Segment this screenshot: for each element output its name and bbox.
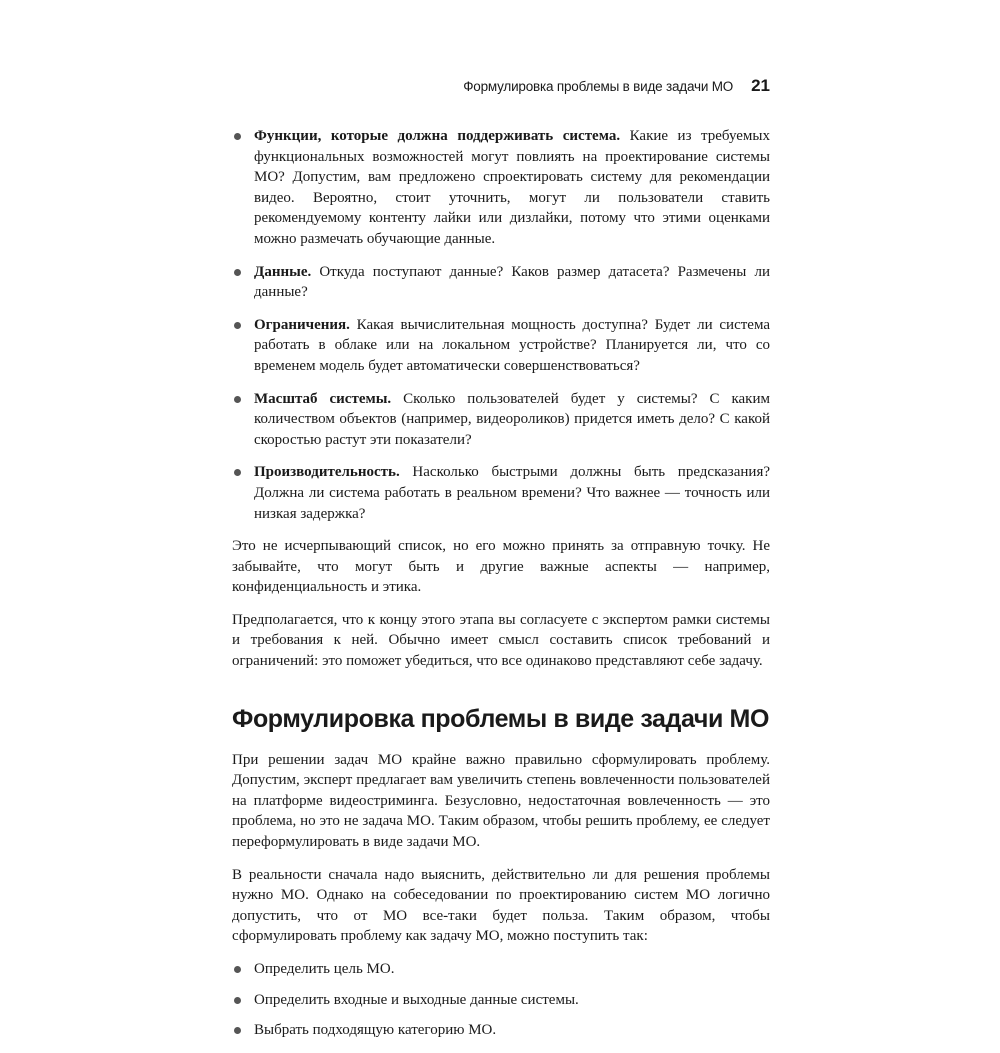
list-item-term: Производительность. [254,464,400,481]
list-item-text: Какие из требуемых функциональных возможностей могут повлиять на проектирование системы МО? Допустим, вам предложено спроектировать систему для рекомендации видео. Вероятно, стоит уточнить, могут ли пользователи ставить рекомендуемому контенту лайки или дизлайки, потому что этими оценками можно размечать обучающие данные. [254,128,770,247]
list-item [232,462,770,524]
paragraph: Предполагается, что к концу этого этапа вы согласуете с экспертом рамки системы и требования к ней. Обычно имеет смысл составить список требований и ограничений: это поможет убедиться, что все одинаково представляют себе задачу. [232,611,770,670]
list-item-text: Определить цель МО. [254,961,395,977]
paragraph: В реальности сначала надо выяснить, действительно ли для решения проблемы нужно МО. Однако на собеседовании по проектированию систем МО логично допустить, что от МО все-таки будет польза. Таким образом, чтобы сформулировать проблему как задачу МО, можно поступить так: [232,866,770,945]
running-header [232,76,770,96]
list-item-text: Определить входные и выходные данные системы. [254,991,579,1008]
list-item-text: Откуда поступают данные? Каков размер датасета? Размечены ли данные? [254,263,770,301]
list-item-text: Сколько пользователей будет у системы? С каким количеством объектов (например, видеороликов) придется иметь дело? С какой скоростью растут эти показатели? [254,390,770,448]
bullet-icon [234,1027,241,1034]
section-heading: Формулировка проблемы в виде задачи МО [232,704,770,733]
list-item [232,959,770,980]
running-title: Формулировка проблемы в виде задачи МО [463,79,734,94]
list-item-term: Функции, которые должна поддерживать система. [254,128,621,144]
page-content [232,126,770,1053]
list-item-text: Какая вычислительная мощность доступна? Будет ли система работать в облаке или на локальном устройстве? Планируется ли, что со временем модель будет автоматически совершенствоваться? [254,316,770,374]
list-item-term: Данные. [254,263,312,280]
paragraph: Это не исчерпывающий список, но его можно принять за отправную точку. Не забывайте, что могут быть и другие важные аспекты — например, конфиденциальность и этика. [232,538,770,596]
bullet-icon [234,997,241,1004]
bullet-icon [234,469,241,476]
list-item [232,1020,770,1041]
list-item-text: Выбрать подходящую категорию МО. [254,1022,497,1039]
bullet-icon [234,966,241,973]
bullet-icon [234,322,241,329]
list-item [232,126,770,250]
paragraph: При решении задач МО крайне важно правильно сформулировать проблему. Допустим, эксперт предлагает вам увеличить степень вовлеченности пользователей на платформе видеостриминга. Безусловно, недостаточная вовлеченность — это проблема, но это не задача МО. Таким образом, чтобы решить проблему, ее следует переформулировать в виде задачи МО. [232,751,770,851]
bullet-icon [234,269,241,276]
list-item [232,389,770,451]
bullet-icon [234,133,241,140]
list-item-term: Ограничения. [254,316,350,333]
bullet-icon [234,396,241,403]
list-item [232,262,770,303]
list-item [232,315,770,377]
requirements-list [232,126,770,524]
list-item-text: Насколько быстрыми должны быть предсказания? Должна ли система работать в реальном времени? Что важнее — точность или низкая задержка? [254,464,770,522]
list-item-term: Масштаб системы. [254,390,392,407]
page-number: 21 [751,76,770,95]
